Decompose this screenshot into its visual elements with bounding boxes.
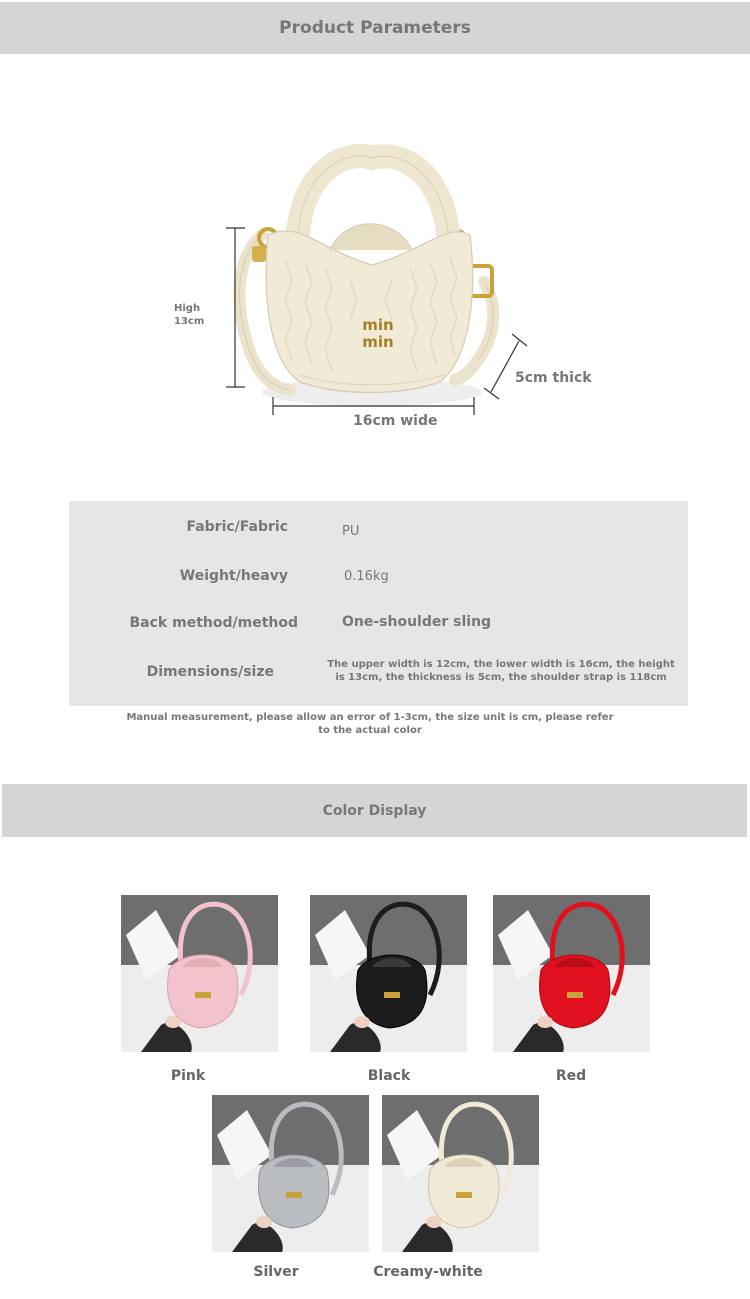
product-image-creamy-bag <box>225 140 555 440</box>
color-swatch-black[interactable] <box>310 895 467 1052</box>
parameter-key: Back method/method <box>129 615 298 631</box>
color-label-silver: Silver <box>253 1264 299 1280</box>
thickness-label: 5cm thick <box>515 370 592 386</box>
color-label-red: Red <box>555 1068 587 1084</box>
bag-thumbnail <box>121 895 278 1052</box>
color-label-black: Black <box>367 1068 411 1084</box>
bag-thumbnail <box>493 895 650 1052</box>
color-swatch-red[interactable] <box>493 895 650 1052</box>
parameter-table <box>69 501 688 706</box>
parameter-key: Weight/heavy <box>179 568 288 584</box>
color-swatch-creamy-white[interactable] <box>382 1095 539 1252</box>
section-header-color-display <box>2 784 747 837</box>
parameter-key: Fabric/Fabric <box>186 519 288 535</box>
parameter-value: The upper width is 12cm, the lower width is 16cm, the height is 13cm, the thickness is 5cm, the shoulder strap is 118cm <box>327 659 675 683</box>
bag-thumbnail <box>212 1095 369 1252</box>
parameter-value: PU <box>342 524 360 539</box>
measurement-note: Manual measurement, please allow an error of 1-3cm, the size unit is cm, please refer to the actual color <box>126 712 614 736</box>
color-label-pink: Pink <box>170 1068 206 1084</box>
width-label: 16cm wide <box>353 413 438 429</box>
parameter-value: One-shoulder sling <box>342 614 492 630</box>
bag-thumbnail <box>382 1095 539 1252</box>
height-label <box>174 302 204 328</box>
color-label-creamy-white: Creamy-white <box>373 1264 483 1280</box>
parameter-value: 0.16kg <box>344 569 389 584</box>
section-header-product-parameters <box>0 2 750 54</box>
color-swatch-pink[interactable] <box>121 895 278 1052</box>
brand-mark-line1: min <box>362 316 394 334</box>
parameter-key: Dimensions/size <box>146 664 274 680</box>
brand-mark-line2: min <box>362 333 394 351</box>
section-title: Color Display <box>322 802 427 819</box>
color-swatch-silver[interactable] <box>212 1095 369 1252</box>
section-title: Product Parameters <box>279 18 471 38</box>
bag-thumbnail <box>310 895 467 1052</box>
height-text: High 13cm <box>174 303 205 327</box>
